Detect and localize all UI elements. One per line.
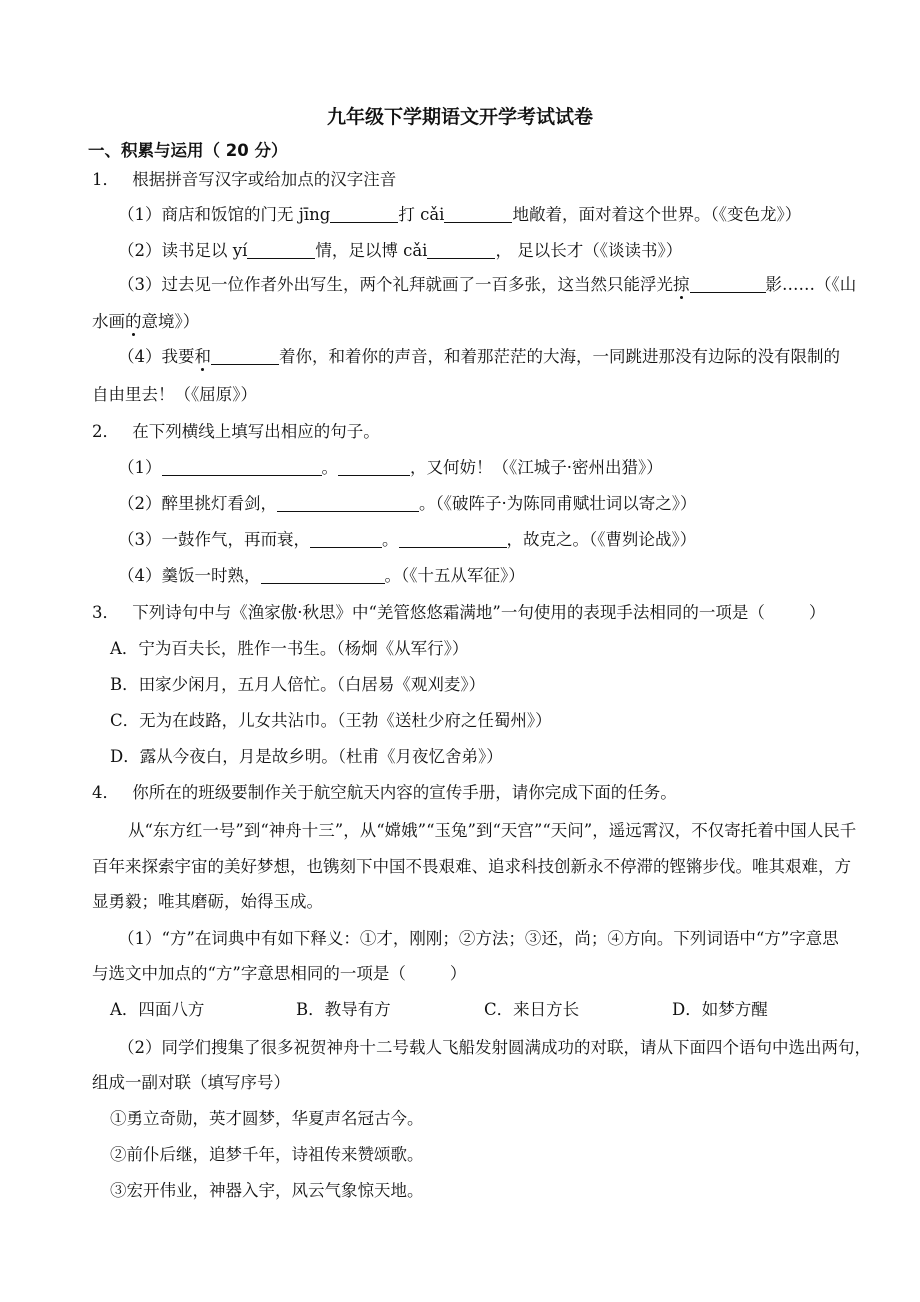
q4-sub-1: （1）“方”在词典中有如下释义：①才，刚刚；②方法；③还，尚；④方向。下列词语中“方”字意思: [118, 929, 839, 948]
q1-item-1: [118, 204, 920, 226]
blank[interactable]: [399, 529, 507, 548]
text: 。（《破阵子·为陈同甫赋壮词以寄之》）: [419, 494, 697, 513]
q3-option-c: C．无为在歧路，儿女共沾巾。（王勃《送杜少府之任蜀州》）: [110, 711, 552, 730]
blank[interactable]: [427, 240, 495, 259]
text: ，故克之。（《曹刿论战》）: [506, 530, 697, 549]
question-4: [92, 782, 920, 804]
passage-line: 显勇毅；唯其磨砺，始得玉成。: [92, 892, 323, 911]
text: （4）羹饭一时熟，: [118, 566, 261, 585]
text: 与选文中加点的“方”字意思相同的一项是（: [92, 964, 406, 983]
q1-item-4-cont: 自由里去！（《屈原》）: [92, 385, 257, 404]
blank[interactable]: [162, 457, 322, 476]
blank[interactable]: [330, 204, 398, 223]
text: 。: [382, 530, 399, 549]
dotted-char: 掠: [673, 275, 690, 294]
couplet-line: ③宏开伟业，神器入宇，风云气象惊天地。: [110, 1181, 424, 1200]
text: 水画: [92, 312, 125, 331]
text: ， 足以长才（《谈读书》）: [495, 241, 683, 260]
blank[interactable]: [310, 529, 382, 548]
section-heading: 一、积累与运用（ 20 分）: [88, 141, 288, 160]
dotted-char: 的: [125, 312, 142, 331]
text: 情，足以博 cǎi: [315, 241, 428, 260]
blank[interactable]: [247, 240, 315, 259]
couplet-line: ②前仆后继，追梦千年，诗祖传来赞颂歌。: [110, 1145, 424, 1164]
question-number: 4．: [92, 783, 119, 802]
text: 着你，和着你的声音，和着那茫茫的大海，一同跳进那没有边际的没有限制的: [279, 347, 840, 366]
blank[interactable]: [211, 346, 279, 365]
q3-option-a: A．宁为百夫长，胜作一书生。（杨炯《从军行》）: [110, 639, 469, 658]
couplet-line: ①勇立奇勋，英才圆梦，华夏声名冠古今。: [110, 1109, 424, 1128]
question-3: [92, 602, 920, 624]
blank[interactable]: [277, 493, 419, 512]
question-number: 2．: [92, 422, 119, 441]
blank[interactable]: [690, 274, 766, 293]
q4-choice-c: C．来日方长: [484, 1000, 580, 1019]
blank[interactable]: [444, 204, 512, 223]
q3-option-b: B．田家少闲月，五月人倍忙。（白居易《观刈麦》）: [110, 675, 486, 694]
passage-line: 从“东方红一号”到“神舟十三”，从“嫦娥”“玉兔”到“天宫”“天问”，遥远霄汉，不仅寄托着中国人民千: [128, 821, 857, 840]
text: （3）过去见一位作者外出写生，两个礼拜就画了一百多张，这当然只能浮光: [118, 275, 673, 294]
passage-line: 百年来探索宇宙的美好梦想，也镌刻下中国不畏艰难、追求科技创新永不停滞的铿锵步伐。唯其艰难，方: [92, 857, 851, 876]
text: 意境》）: [141, 312, 200, 331]
q4-sub-2: （2）同学们搜集了很多祝贺神舟十二号载人飞船发射圆满成功的对联，请从下面四个语句中选出两句，: [118, 1038, 871, 1057]
blank[interactable]: [261, 565, 385, 584]
text: ）: [449, 964, 467, 983]
text: ，又何妨！（《江城子·密州出猎》）: [410, 458, 663, 477]
text: 。: [321, 458, 338, 477]
dotted-char: 和: [194, 347, 211, 366]
page-title: 九年级下学期语文开学考试试卷: [326, 106, 593, 128]
q4-choice-a: A．四面八方: [110, 1000, 205, 1019]
question-number: 3．: [92, 603, 119, 622]
text: （1）商店和饭馆的门无 jīng: [118, 205, 331, 224]
q3-option-d: D．露从今夜白，月是故乡明。（杜甫《月夜忆舍弟》）: [110, 747, 503, 766]
q2-item-4: [118, 565, 920, 587]
question-1: [92, 169, 920, 191]
text: （2）醉里挑灯看剑，: [118, 494, 277, 513]
text: （2）读书足以 yí: [118, 241, 248, 260]
q1-item-3-cont: [92, 311, 920, 333]
blank[interactable]: [338, 457, 410, 476]
text: ）: [808, 603, 826, 622]
q4-sub-1-cont: [92, 963, 920, 985]
q4-sub-2-cont: 组成一副对联（填写序号）: [92, 1073, 290, 1092]
q2-item-3: [118, 529, 920, 551]
text: 地敞着，面对着这个世界。（《变色龙》）: [512, 205, 802, 224]
question-2: [92, 421, 920, 443]
text: 影……（《山: [765, 275, 857, 294]
q1-item-2: [118, 240, 920, 262]
q1-item-4: [118, 346, 920, 368]
question-stem: 在下列横线上填写出相应的句子。: [132, 422, 380, 441]
q2-item-1: [118, 457, 920, 479]
question-stem: 根据拼音写汉字或给加点的汉字注音: [132, 170, 397, 189]
question-number: 1．: [92, 170, 119, 189]
q1-item-3: [118, 274, 920, 296]
text: （3）一鼓作气，再而衰，: [118, 530, 310, 549]
text: （1）: [118, 458, 162, 477]
question-stem: 下列诗句中与《渔家傲·秋思》中“羌管悠悠霜满地”一句使用的表现手法相同的一项是（: [132, 603, 765, 622]
q4-choice-d: D．如梦方醒: [672, 1000, 768, 1019]
text: 打 cǎi: [398, 205, 445, 224]
text: （4）我要: [118, 347, 195, 366]
q2-item-2: [118, 493, 920, 515]
text: 。（《十五从军征》）: [384, 566, 525, 585]
question-stem: 你所在的班级要制作关于航空航天内容的宣传手册，请你完成下面的任务。: [132, 783, 677, 802]
q4-choice-b: B．教导有方: [296, 1000, 391, 1019]
